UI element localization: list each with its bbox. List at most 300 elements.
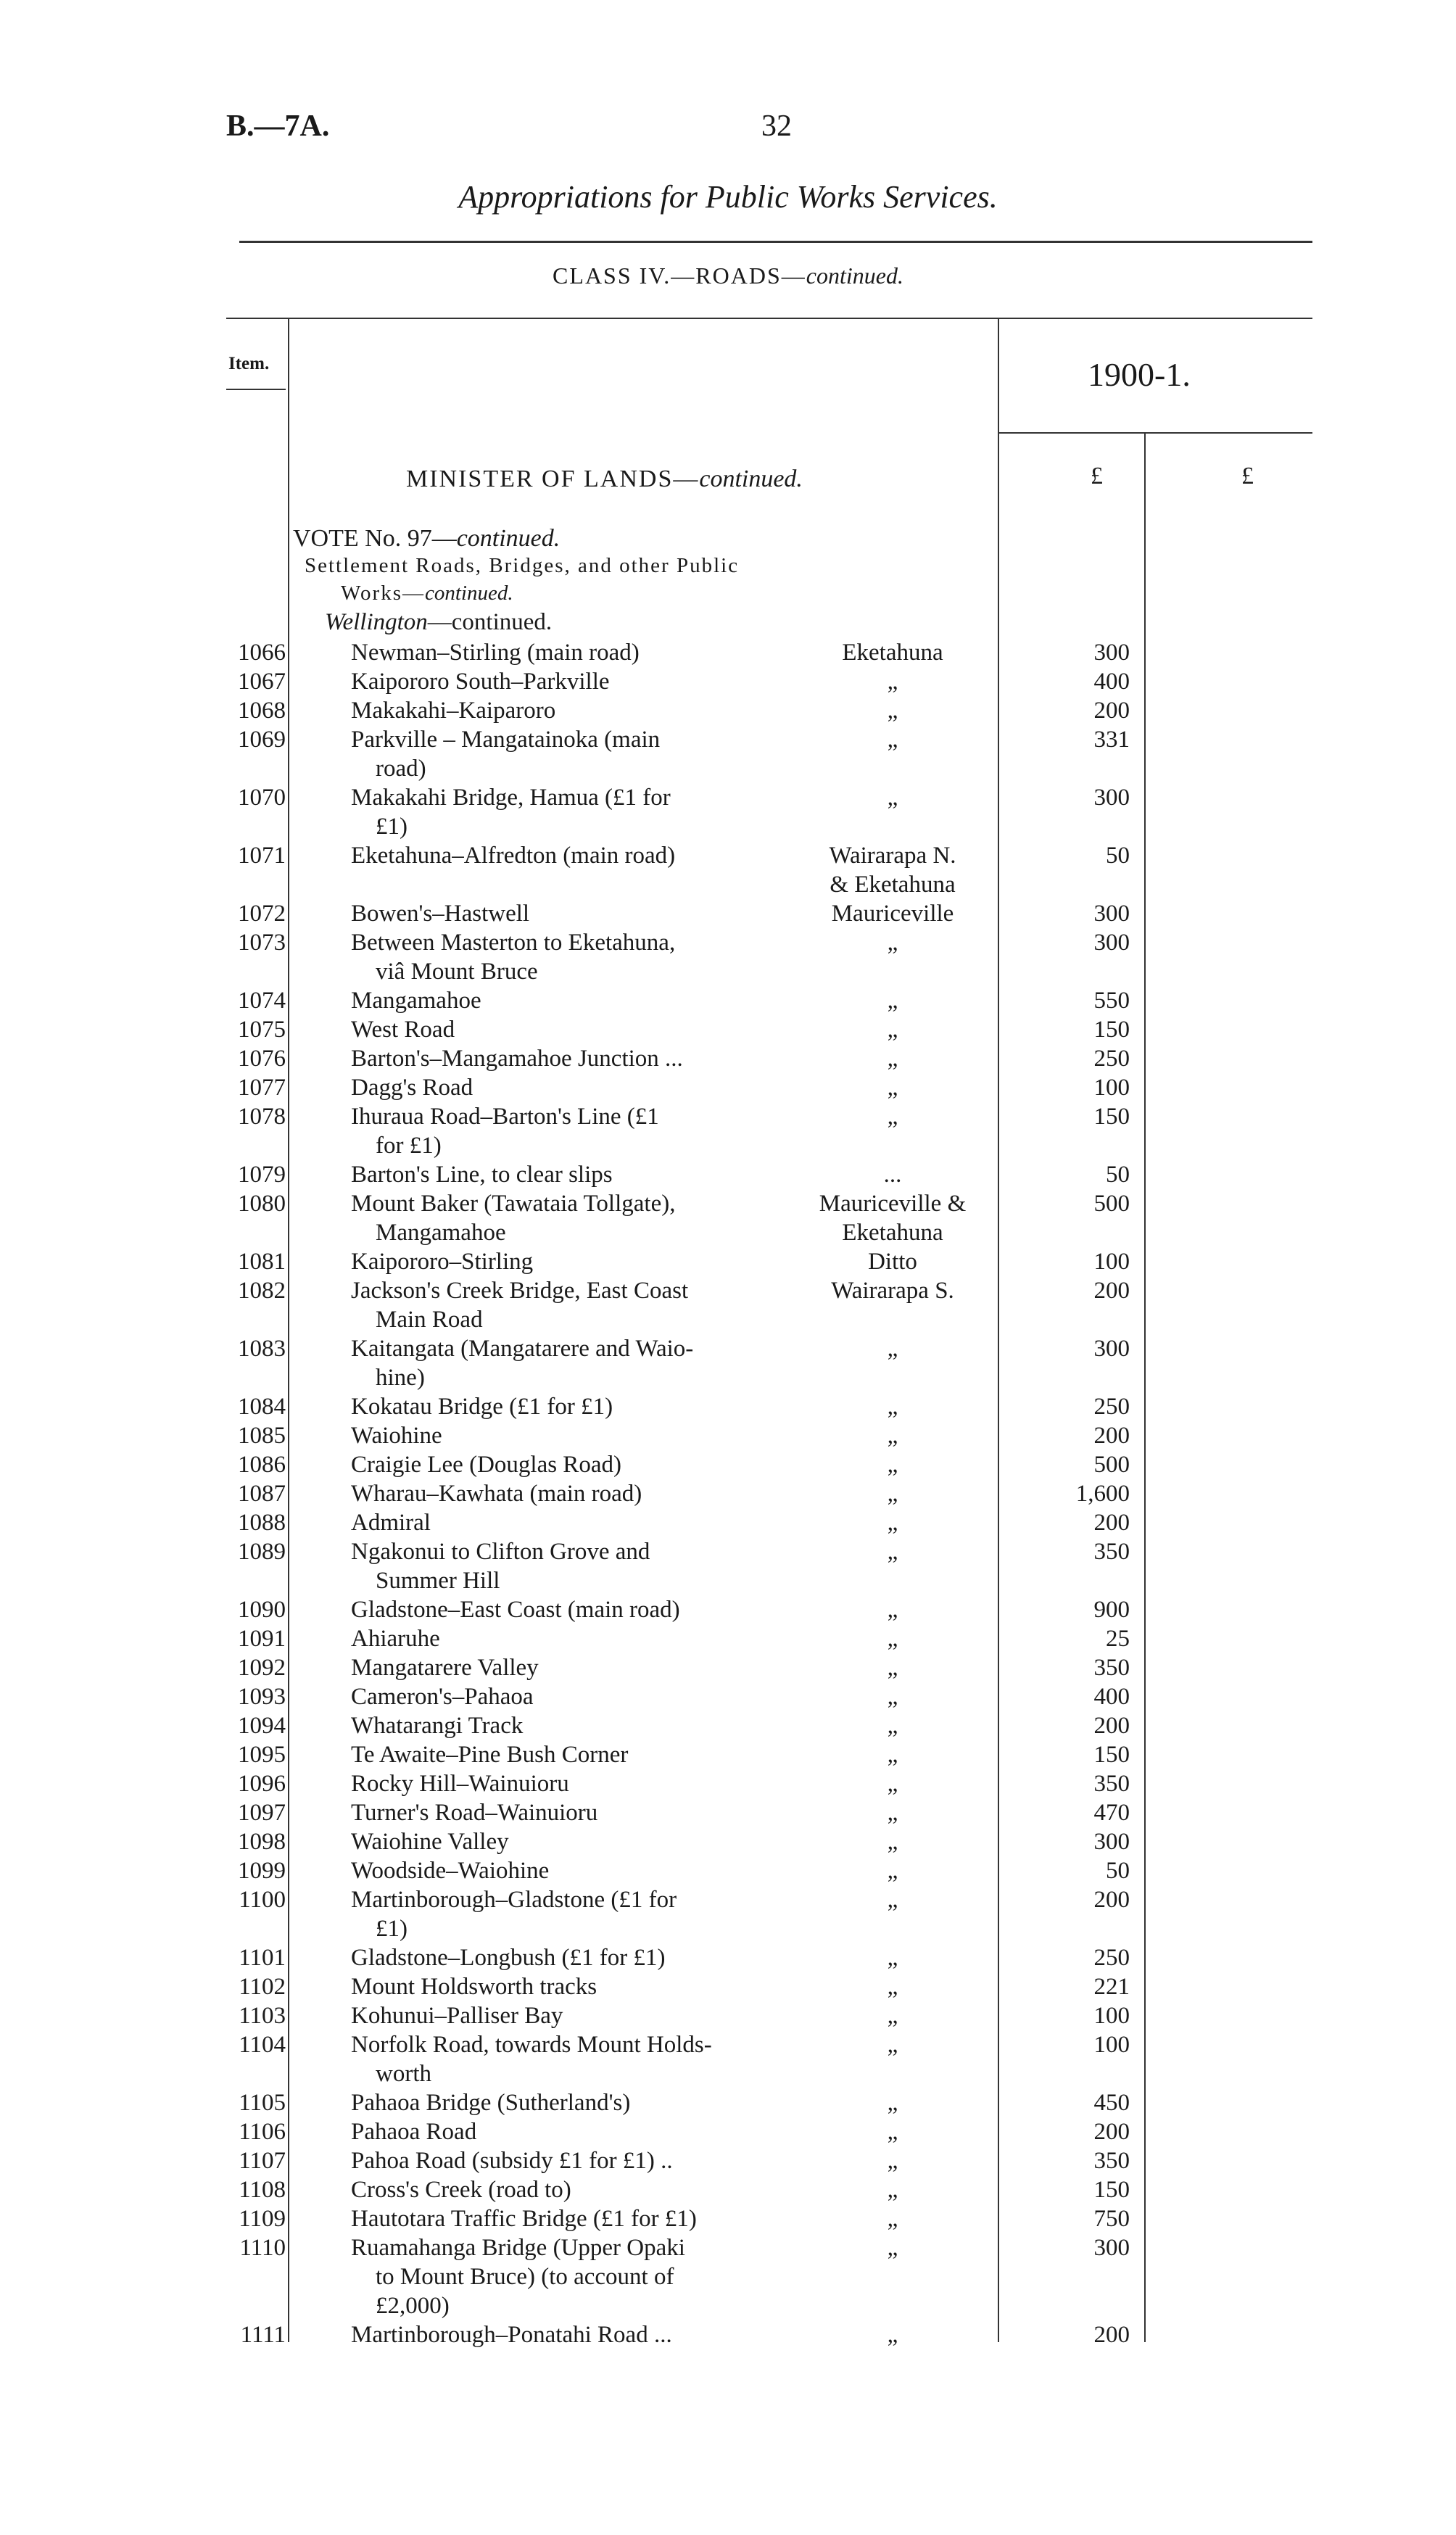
table-row xyxy=(0,1015,1456,1044)
district-line: „ xyxy=(887,1394,898,1420)
amount-value: 221 xyxy=(1093,1974,1130,2000)
district-line: „ xyxy=(887,727,898,753)
column-header-item: Item. xyxy=(228,354,270,373)
amount-value: 400 xyxy=(1093,1684,1130,1710)
item-number: 1098 xyxy=(238,1829,286,1855)
district-line: „ xyxy=(887,1800,898,1826)
description-continuation: £1) xyxy=(376,1916,408,1942)
district-name xyxy=(787,1160,998,1189)
district-line: „ xyxy=(887,1858,898,1884)
table-row xyxy=(0,1392,1456,1421)
district-line: „ xyxy=(887,1046,898,1072)
table-row xyxy=(0,1421,1456,1450)
description-continuation: £2,000) xyxy=(376,2293,450,2319)
amount-value: 300 xyxy=(1093,901,1130,927)
item-number: 1104 xyxy=(239,2032,286,2058)
district-name xyxy=(787,1711,998,1740)
district-name xyxy=(787,2030,998,2059)
district-name xyxy=(787,2146,998,2175)
item-number: 1090 xyxy=(238,1597,286,1623)
district-name xyxy=(787,1450,998,1479)
description-line: Mount Holdsworth tracks xyxy=(351,1974,597,2000)
item-number: 1105 xyxy=(239,2090,286,2116)
district-line: Mauriceville & xyxy=(819,1191,967,1217)
district-name xyxy=(787,1624,998,1653)
table-row xyxy=(0,1798,1456,1827)
district-name xyxy=(787,2204,998,2233)
item-number: 1088 xyxy=(238,1510,286,1536)
amount-value: 500 xyxy=(1093,1452,1130,1478)
amount-value: 350 xyxy=(1093,2148,1130,2174)
amount-value: 150 xyxy=(1093,2177,1130,2203)
description-line: West Road xyxy=(351,1017,455,1043)
district-name xyxy=(787,2175,998,2204)
table-row xyxy=(0,1508,1456,1537)
district-name xyxy=(787,1479,998,1508)
item-number: 1068 xyxy=(238,698,286,724)
work-description xyxy=(351,1392,801,1421)
amount-value: 300 xyxy=(1093,640,1130,666)
table-row xyxy=(0,986,1456,1015)
district-line: & Eketahuna xyxy=(830,872,956,898)
district-line: „ xyxy=(887,1655,898,1681)
district-line: „ xyxy=(887,1481,898,1507)
district-line: Wairarapa S. xyxy=(831,1278,954,1304)
item-number: 1073 xyxy=(238,930,286,956)
appropriations-table-body xyxy=(0,638,1456,2349)
item-number: 1086 xyxy=(238,1452,286,1478)
item-number: 1075 xyxy=(238,1017,286,1043)
district-line: Eketahuna xyxy=(842,640,943,666)
item-header-underline xyxy=(226,389,286,390)
district-line: „ xyxy=(887,1887,898,1913)
amount-value: 400 xyxy=(1093,669,1130,695)
description-continuation: hine) xyxy=(376,1365,425,1391)
amount-value: 250 xyxy=(1093,1046,1130,1072)
work-description xyxy=(351,1682,801,1711)
description-line: Wharau–Kawhata (main road) xyxy=(351,1481,642,1507)
year-header-underline xyxy=(998,432,1312,434)
amount-value: 750 xyxy=(1093,2206,1130,2232)
table-row xyxy=(0,1827,1456,1856)
district-line: „ xyxy=(887,2032,898,2058)
district-line: „ xyxy=(887,698,898,724)
description-line: Ahiaruhe xyxy=(351,1626,440,1652)
item-number: 1094 xyxy=(238,1713,286,1739)
work-description xyxy=(351,1189,801,1247)
work-description xyxy=(351,1537,801,1595)
table-row xyxy=(0,667,1456,696)
work-description xyxy=(351,2233,801,2320)
item-number: 1095 xyxy=(238,1742,286,1768)
table-row xyxy=(0,1682,1456,1711)
work-description xyxy=(351,2175,801,2204)
table-row xyxy=(0,1595,1456,1624)
table-row xyxy=(0,1102,1456,1160)
work-description xyxy=(351,2146,801,2175)
item-number: 1099 xyxy=(238,1858,286,1884)
amount-value: 300 xyxy=(1093,2235,1130,2261)
district-name xyxy=(787,638,998,667)
description-line: Makakahi Bridge, Hamua (£1 for xyxy=(351,785,671,811)
district-name xyxy=(787,1653,998,1682)
table-row xyxy=(0,1972,1456,2001)
work-description xyxy=(351,1624,801,1653)
item-number: 1106 xyxy=(239,2119,286,2145)
description-line: Jackson's Creek Bridge, East Coast xyxy=(351,1278,689,1304)
item-number: 1066 xyxy=(238,640,286,666)
district-line: „ xyxy=(887,1597,898,1623)
amount-value: 331 xyxy=(1093,727,1130,753)
table-row xyxy=(0,1885,1456,1943)
table-row xyxy=(0,1073,1456,1102)
district-name xyxy=(787,1421,998,1450)
work-description xyxy=(351,1247,801,1276)
item-number: 1101 xyxy=(239,1945,286,1971)
district-line: „ xyxy=(887,1104,898,1130)
table-row xyxy=(0,899,1456,928)
work-description xyxy=(351,1160,801,1189)
work-description xyxy=(351,928,801,986)
district-name xyxy=(787,1276,998,1305)
description-line: Gladstone–East Coast (main road) xyxy=(351,1597,680,1623)
class-heading xyxy=(0,262,1456,289)
table-row xyxy=(0,1479,1456,1508)
district-name xyxy=(787,667,998,696)
description-continuation: £1) xyxy=(376,814,408,840)
amount-value: 100 xyxy=(1093,1075,1130,1101)
table-row xyxy=(0,841,1456,899)
description-line: Ruamahanga Bridge (Upper Opaki xyxy=(351,2235,685,2261)
amount-value: 200 xyxy=(1093,2322,1130,2348)
district-line: „ xyxy=(887,785,898,811)
district-name xyxy=(787,1392,998,1421)
item-number: 1071 xyxy=(238,843,286,869)
district-line: „ xyxy=(887,669,898,695)
work-description xyxy=(351,1711,801,1740)
page-number: 32 xyxy=(761,109,792,143)
settlement-heading-line1: Settlement Roads, Bridges, and other Public xyxy=(305,554,740,577)
district-line: „ xyxy=(887,2003,898,2029)
item-number: 1078 xyxy=(238,1104,286,1130)
district-line: „ xyxy=(887,1742,898,1768)
district-name xyxy=(787,928,998,957)
amount-value: 200 xyxy=(1093,1510,1130,1536)
table-row xyxy=(0,1189,1456,1247)
district-name xyxy=(787,1508,998,1537)
description-line: Waiohine Valley xyxy=(351,1829,509,1855)
amount-value: 150 xyxy=(1093,1742,1130,1768)
description-line: Kaipororo–Stirling xyxy=(351,1249,534,1275)
description-continuation: worth xyxy=(376,2061,431,2087)
amount-value: 470 xyxy=(1093,1800,1130,1826)
table-row xyxy=(0,2146,1456,2175)
district-name xyxy=(787,783,998,812)
table-row xyxy=(0,1653,1456,1682)
district-name xyxy=(787,2233,998,2262)
work-description xyxy=(351,1827,801,1856)
district-line: „ xyxy=(887,2090,898,2116)
amount-value: 450 xyxy=(1093,2090,1130,2116)
description-line: Kaitangata (Mangatarere and Waio- xyxy=(351,1336,694,1362)
district-line: „ xyxy=(887,1974,898,2000)
description-continuation: Main Road xyxy=(376,1307,483,1333)
district-line: „ xyxy=(887,988,898,1014)
item-number: 1067 xyxy=(238,669,286,695)
amount-value: 50 xyxy=(1106,1162,1130,1188)
work-description xyxy=(351,1450,801,1479)
amount-value: 200 xyxy=(1093,2119,1130,2145)
item-number: 1080 xyxy=(238,1191,286,1217)
table-row xyxy=(0,1044,1456,1073)
district-name xyxy=(787,1798,998,1827)
description-line: Barton's–Mangamahoe Junction ... xyxy=(351,1046,683,1072)
table-row xyxy=(0,2117,1456,2146)
amount-value: 500 xyxy=(1093,1191,1130,1217)
description-line: Between Masterton to Eketahuna, xyxy=(351,930,676,956)
district-name xyxy=(787,1769,998,1798)
work-description xyxy=(351,696,801,725)
item-number: 1082 xyxy=(238,1278,286,1304)
district-line: „ xyxy=(887,2148,898,2174)
district-line: „ xyxy=(887,1075,898,1101)
description-line: Pahaoa Road xyxy=(351,2119,477,2145)
item-number: 1091 xyxy=(238,1626,286,1652)
description-line: Martinborough–Ponatahi Road ... xyxy=(351,2322,672,2348)
table-row xyxy=(0,2233,1456,2320)
amount-value: 250 xyxy=(1093,1394,1130,1420)
description-line: Cameron's–Pahaoa xyxy=(351,1684,534,1710)
work-description xyxy=(351,1421,801,1450)
amount-value: 1,600 xyxy=(1075,1481,1130,1507)
district-line: „ xyxy=(887,2206,898,2232)
table-row xyxy=(0,1624,1456,1653)
work-description xyxy=(351,1943,801,1972)
item-number: 1070 xyxy=(238,785,286,811)
work-description xyxy=(351,638,801,667)
currency-symbol-total: £ xyxy=(1241,463,1254,489)
description-line: Woodside–Waiohine xyxy=(351,1858,550,1884)
item-number: 1083 xyxy=(238,1336,286,1362)
district-name xyxy=(787,696,998,725)
district-line: „ xyxy=(887,2177,898,2203)
description-line: Ngakonui to Clifton Grove and xyxy=(351,1539,650,1565)
amount-value: 200 xyxy=(1093,1423,1130,1449)
table-row xyxy=(0,928,1456,986)
district-line: „ xyxy=(887,1771,898,1797)
description-line: Kaipororo South–Parkville xyxy=(351,669,610,695)
description-line: Parkville – Mangatainoka (main xyxy=(351,727,661,753)
amount-value: 250 xyxy=(1093,1945,1130,1971)
district-name xyxy=(787,899,998,928)
document-code: B.—7A. xyxy=(226,109,330,143)
amount-value: 300 xyxy=(1093,1336,1130,1362)
amount-value: 200 xyxy=(1093,1278,1130,1304)
district-name xyxy=(787,1247,998,1276)
work-description xyxy=(351,2204,801,2233)
description-line: Turner's Road–Wainuioru xyxy=(351,1800,598,1826)
description-continuation: for £1) xyxy=(376,1133,442,1159)
minister-heading-continued: continued. xyxy=(699,466,803,492)
item-number: 1087 xyxy=(238,1481,286,1507)
work-description xyxy=(351,1972,801,2001)
work-description xyxy=(351,2030,801,2088)
description-continuation: Mangamahoe xyxy=(376,1220,506,1246)
item-number: 1111 xyxy=(240,2322,286,2348)
vote-heading xyxy=(293,525,560,553)
amount-value: 200 xyxy=(1093,1713,1130,1739)
item-number: 1069 xyxy=(238,727,286,753)
district-line: „ xyxy=(887,1945,898,1971)
work-description xyxy=(351,899,801,928)
currency-symbol-amount: £ xyxy=(1091,463,1103,489)
description-continuation: Summer Hill xyxy=(376,1568,500,1594)
region-continued: —continued. xyxy=(427,609,553,635)
district-name xyxy=(787,1856,998,1885)
amount-value: 350 xyxy=(1093,1655,1130,1681)
description-line: Kohunui–Palliser Bay xyxy=(351,2003,563,2029)
description-continuation: road) xyxy=(376,756,426,782)
vote-heading-continued: continued. xyxy=(456,525,561,552)
district-name xyxy=(787,1537,998,1566)
class-heading-text: CLASS IV.—ROADS— xyxy=(553,262,806,289)
item-number: 1081 xyxy=(238,1249,286,1275)
amount-value: 150 xyxy=(1093,1104,1130,1130)
amount-value: 200 xyxy=(1093,1887,1130,1913)
work-description xyxy=(351,1856,801,1885)
description-line: Pahoa Road (subsidy £1 for £1) .. xyxy=(351,2148,673,2174)
item-number: 1103 xyxy=(239,2003,286,2029)
table-row xyxy=(0,1711,1456,1740)
district-name xyxy=(787,1102,998,1131)
work-description xyxy=(351,1073,801,1102)
description-continuation: to Mount Bruce) (to account of xyxy=(376,2264,674,2290)
amount-value: 350 xyxy=(1093,1539,1130,1565)
table-row xyxy=(0,1943,1456,1972)
amount-value: 50 xyxy=(1106,1858,1130,1884)
amount-value: 300 xyxy=(1093,785,1130,811)
district-line: „ xyxy=(887,1829,898,1855)
amount-value: 300 xyxy=(1093,1829,1130,1855)
district-line: „ xyxy=(887,2119,898,2145)
district-line: ... xyxy=(883,1162,902,1188)
settlement-heading-continued: continued. xyxy=(425,582,513,605)
item-number: 1100 xyxy=(239,1887,286,1913)
description-line: Norfolk Road, towards Mount Holds- xyxy=(351,2032,712,2058)
table-row xyxy=(0,1856,1456,1885)
description-line: Te Awaite–Pine Bush Corner xyxy=(351,1742,629,1768)
work-description xyxy=(351,1044,801,1073)
amount-value: 150 xyxy=(1093,1017,1130,1043)
description-line: Martinborough–Gladstone (£1 for xyxy=(351,1887,677,1913)
description-line: Mount Baker (Tawataia Tollgate), xyxy=(351,1191,676,1217)
district-name xyxy=(787,1682,998,1711)
amount-value: 300 xyxy=(1093,930,1130,956)
district-name xyxy=(787,1740,998,1769)
amount-value: 900 xyxy=(1093,1597,1130,1623)
district-line: „ xyxy=(887,1452,898,1478)
district-line: „ xyxy=(887,1713,898,1739)
item-number: 1085 xyxy=(238,1423,286,1449)
district-line: Eketahuna xyxy=(842,1220,943,1246)
title-rule xyxy=(239,241,1312,243)
amount-value: 550 xyxy=(1093,988,1130,1014)
work-description xyxy=(351,1653,801,1682)
district-name xyxy=(787,1943,998,1972)
table-row xyxy=(0,2320,1456,2349)
minister-heading-text: MINISTER OF LANDS— xyxy=(406,466,700,492)
settlement-heading-line2 xyxy=(341,582,513,605)
description-line: Kokatau Bridge (£1 for £1) xyxy=(351,1394,613,1420)
district-name xyxy=(787,1044,998,1073)
work-description xyxy=(351,1479,801,1508)
settlement-heading-text: Works— xyxy=(341,582,425,605)
district-name xyxy=(787,2320,998,2349)
district-name xyxy=(787,2001,998,2030)
item-number: 1110 xyxy=(239,2235,286,2261)
region-name: Wellington xyxy=(325,609,428,635)
district-name xyxy=(787,1015,998,1044)
amount-value: 50 xyxy=(1106,843,1130,869)
district-line: „ xyxy=(887,2235,898,2261)
table-row xyxy=(0,2175,1456,2204)
description-line: Pahaoa Bridge (Sutherland's) xyxy=(351,2090,631,2116)
column-header-year: 1900-1. xyxy=(1088,356,1191,393)
description-line: Makakahi–Kaiparoro xyxy=(351,698,556,724)
item-number: 1092 xyxy=(238,1655,286,1681)
district-line: „ xyxy=(887,1510,898,1536)
work-description xyxy=(351,986,801,1015)
amount-value: 100 xyxy=(1093,1249,1130,1275)
amount-value: 25 xyxy=(1106,1626,1130,1652)
description-line: Ihuraua Road–Barton's Line (£1 xyxy=(351,1104,659,1130)
item-number: 1084 xyxy=(238,1394,286,1420)
item-number: 1089 xyxy=(238,1539,286,1565)
description-continuation: viâ Mount Bruce xyxy=(376,959,538,985)
item-number: 1074 xyxy=(238,988,286,1014)
work-description xyxy=(351,725,801,783)
description-line: Mangatarere Valley xyxy=(351,1655,539,1681)
work-description xyxy=(351,1102,801,1160)
item-number: 1096 xyxy=(238,1771,286,1797)
table-row xyxy=(0,2088,1456,2117)
description-line: Hautotara Traffic Bridge (£1 for £1) xyxy=(351,2206,697,2232)
work-description xyxy=(351,667,801,696)
item-number: 1093 xyxy=(238,1684,286,1710)
amount-value: 350 xyxy=(1093,1771,1130,1797)
table-row xyxy=(0,638,1456,667)
district-name xyxy=(787,1595,998,1624)
item-number: 1072 xyxy=(238,901,286,927)
district-name xyxy=(787,1334,998,1363)
table-row xyxy=(0,2001,1456,2030)
description-line: Dagg's Road xyxy=(351,1075,473,1101)
item-number: 1077 xyxy=(238,1075,286,1101)
district-line: „ xyxy=(887,1626,898,1652)
district-line: „ xyxy=(887,1017,898,1043)
table-row xyxy=(0,2030,1456,2088)
description-line: Waiohine xyxy=(351,1423,442,1449)
table-row xyxy=(0,1247,1456,1276)
district-name xyxy=(787,2117,998,2146)
table-row xyxy=(0,783,1456,841)
district-name xyxy=(787,2088,998,2117)
work-description xyxy=(351,841,801,870)
district-name xyxy=(787,1073,998,1102)
district-line: „ xyxy=(887,930,898,956)
table-row xyxy=(0,1537,1456,1595)
district-name xyxy=(787,1885,998,1914)
